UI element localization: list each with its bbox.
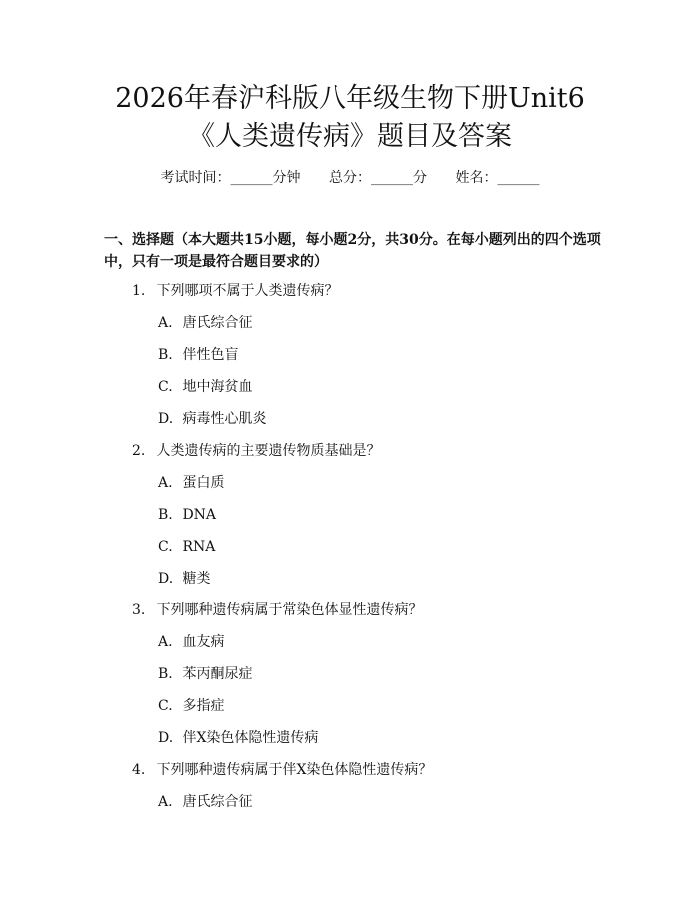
question-text: 下列哪种遗传病属于伴X染色体隐性遗传病？ <box>156 762 433 778</box>
option-text: 唐氏综合征 <box>182 794 253 810</box>
exam-time-field: 考试时间：______分钟 <box>160 170 301 186</box>
option-2-d <box>158 569 210 589</box>
option-text: DNA <box>182 507 217 523</box>
option-4-a <box>158 792 252 812</box>
exam-name-field: 姓名：______ <box>455 170 540 186</box>
option-letter: B. <box>158 507 173 523</box>
option-3-c <box>158 696 224 716</box>
option-1-a <box>158 313 252 333</box>
option-1-b <box>158 345 238 365</box>
question-text: 下列哪项不属于人类遗传病？ <box>156 283 339 299</box>
option-text: 伴性色盲 <box>182 347 239 363</box>
option-letter: C. <box>158 379 173 395</box>
option-3-d <box>158 728 318 748</box>
question-number: 2. <box>132 443 146 459</box>
option-letter: A. <box>158 475 173 491</box>
option-3-b <box>158 664 252 684</box>
question-4 <box>132 760 432 780</box>
option-text: 唐氏综合征 <box>182 315 253 331</box>
option-letter: B. <box>158 666 173 682</box>
question-number: 4. <box>132 762 146 778</box>
exam-score-field: 总分：______分 <box>329 170 427 186</box>
option-letter: C. <box>158 698 173 714</box>
option-2-c <box>158 537 215 557</box>
question-2 <box>132 441 380 461</box>
option-letter: B. <box>158 347 173 363</box>
option-text: 多指症 <box>182 698 225 714</box>
option-text: 病毒性心肌炎 <box>182 411 267 427</box>
option-text: 蛋白质 <box>182 475 225 491</box>
question-1 <box>132 281 338 301</box>
option-letter: D. <box>158 571 174 587</box>
question-number: 3. <box>132 602 146 618</box>
option-letter: A. <box>158 315 173 331</box>
option-2-b <box>158 505 216 525</box>
document-title: 2026年春沪科版八年级生物下册Unit6《人类遗传病》题目及答案 <box>115 83 585 152</box>
question-text: 下列哪种遗传病属于常染色体显性遗传病？ <box>156 602 423 618</box>
option-1-c <box>158 377 252 397</box>
option-3-a <box>158 632 224 652</box>
question-3 <box>132 600 422 620</box>
option-text: 伴X染色体隐性遗传病 <box>182 730 319 746</box>
option-1-d <box>158 409 266 429</box>
option-letter: D. <box>158 411 174 427</box>
option-letter: A. <box>158 634 173 650</box>
option-2-a <box>158 473 224 493</box>
option-text: 糖类 <box>182 571 211 587</box>
option-letter: D. <box>158 730 174 746</box>
option-text: RNA <box>182 539 216 555</box>
option-letter: A. <box>158 794 173 810</box>
option-text: 血友病 <box>182 634 225 650</box>
option-letter: C. <box>158 539 173 555</box>
question-text: 人类遗传病的主要遗传物质基础是？ <box>156 443 381 459</box>
option-text: 苯丙酮尿症 <box>182 666 253 682</box>
section-heading: 一、选择题（本大题共15小题，每小题2分，共30分。在每小题列出的四个选项中，只有一项是最符合题目要求的） <box>104 232 601 270</box>
option-text: 地中海贫血 <box>182 379 253 395</box>
question-number: 1. <box>132 283 146 299</box>
